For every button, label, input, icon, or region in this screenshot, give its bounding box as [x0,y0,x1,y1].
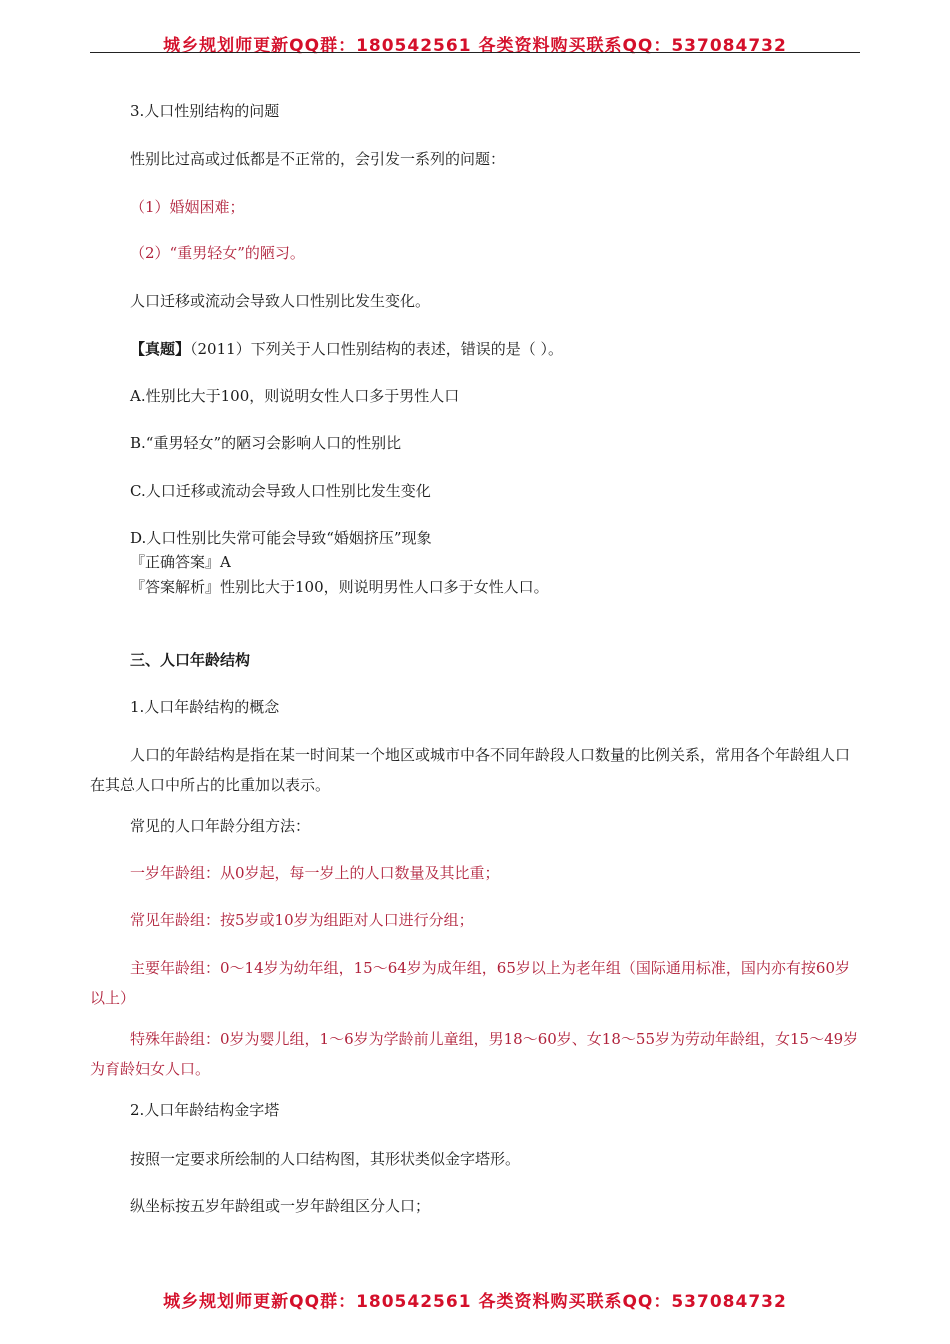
question-tag: 【真题】 [130,340,191,358]
page-header: 城乡规划师更新QQ群：180542561 各类资料购买联系QQ：537084732 [163,36,787,56]
age-method-1: 一岁年龄组：从0岁起，每一岁上的人口数量及其比重； [130,864,500,882]
question-line [130,338,563,360]
age-method-2: 常见年龄组：按5岁或10岁为组距对人口进行分组； [130,911,474,929]
question-stem: （2011）下列关于人口性别结构的表述，错误的是（ ）。 [190,340,563,358]
age-para-2: 按照一定要求所绘制的人口结构图，其形状类似金字塔形。 [130,1150,521,1168]
page-footer: 城乡规划师更新QQ群：180542561 各类资料购买联系QQ：537084732 [163,1292,787,1312]
age-method-3: 主要年龄组：0～14岁为幼年组，15～64岁为成年组，65岁以上为老年组（国际通用标准，国内亦有按60岁以上） [90,959,850,1007]
option-c: C.人口迁移或流动会导致人口性别比发生变化 [130,482,431,500]
age-para-1: 人口的年龄结构是指在某一时间某一个地区或城市中各不同年龄段人口数量的比例关系，常用各个年龄组人口在其总人口中所占的比重加以表示。 [90,746,851,794]
option-d: D.人口性别比失常可能会导致“婚姻挤压”现象 [130,529,432,547]
gender-intro: 性别比过高或过低都是不正常的，会引发一系列的问题： [130,150,506,168]
gender-item-2: （2）“重男轻女”的陋习。 [130,244,305,262]
option-a: A.性别比大于100，则说明女性人口多于男性人口 [130,387,460,405]
age-para-3: 纵坐标按五岁年龄组或一岁年龄组区分人口； [130,1197,431,1215]
gender-note: 人口迁移或流动会导致人口性别比发生变化。 [130,292,431,310]
age-sub-2: 2.人口年龄结构金字塔 [130,1101,280,1119]
age-section-title: 三、人口年龄结构 [130,651,251,669]
answer-analysis: 『答案解析』性别比大于100，则说明男性人口多于女性人口。 [130,578,549,596]
age-sub-1: 1.人口年龄结构的概念 [130,698,280,716]
option-b: B.“重男轻女”的陋习会影响人口的性别比 [130,434,402,452]
age-methods-intro: 常见的人口年龄分组方法： [130,817,311,835]
age-method-4: 特殊年龄组：0岁为婴儿组，1～6岁为学龄前儿童组，男18～60岁、女18～55岁为劳动年龄组，女15～49岁为育龄妇女人口。 [90,1030,859,1078]
header-rule [90,52,860,53]
correct-answer: 『正确答案』A [130,553,231,571]
gender-item-1: （1）婚姻困难； [130,198,245,216]
gender-heading: 3.人口性别结构的问题 [130,102,280,120]
